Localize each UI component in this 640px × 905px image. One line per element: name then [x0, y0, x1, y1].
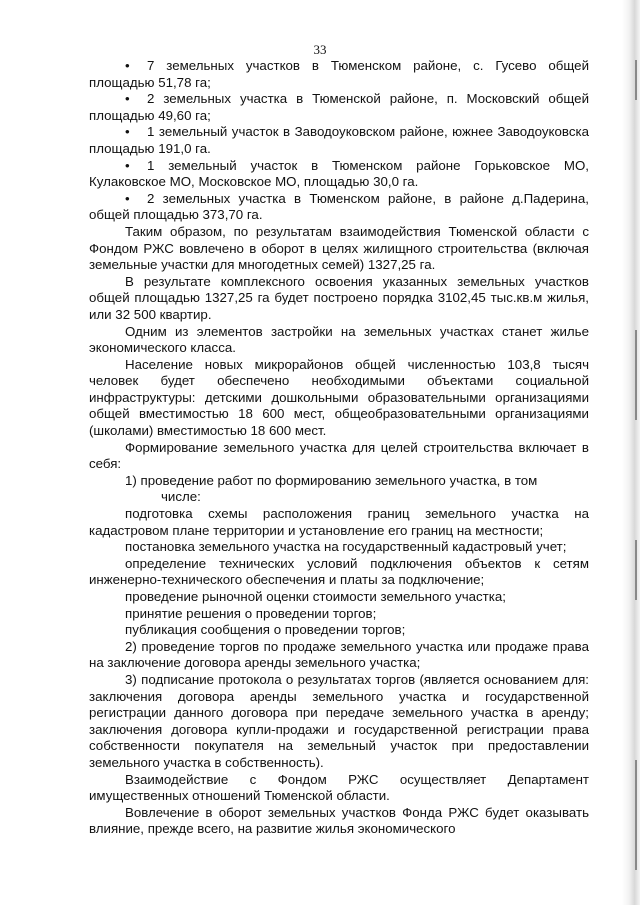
paragraph: Одним из элементов застройки на земельных участках станет жилье экономического класса.	[89, 323, 589, 356]
bullet-item: • 1 земельный участок в Тюменском районе Горьковское МО, Кулаковское МО, Московское МО, площадью 30,0 га.	[89, 158, 589, 191]
numbered-item-1: 1) проведение работ по формированию земельного участка, в том	[125, 472, 538, 488]
bullet-item: • 7 земельных участков в Тюменском районе, с. Гусево общей площадью 51,78 га;	[89, 58, 589, 91]
document-body	[89, 58, 589, 838]
scan-edge-artifact	[622, 0, 640, 905]
page-number: 33	[313, 42, 327, 57]
paragraph: Таким образом, по результатам взаимодействия Тюменской области с Фондом РЖС вовлечено в оборот в целях жилищного строительства (включая земельные участки для многодетных семей) 1327,25 га.	[89, 223, 589, 273]
scan-mark	[635, 330, 637, 420]
paragraph: Формирование земельного участка для целей строительства включает в себя:	[89, 439, 589, 472]
paragraph: Население новых микрорайонов общей численностью 103,8 тысяч человек будет обеспечено необходимыми объектами социальной инфраструктуры: детскими дошкольными образовательными организациями общей вместимостью 18 600 мест, общеобразовательными организациями (школами) вместимостью 18 600 мест.	[89, 356, 589, 439]
numbered-item: 3) подписание протокола о результатах торгов (является основанием для: заключения договора аренды земельного участка и государственной регистрации данного договора при передаче земельного участка в аренду; заключения договора купли-продажи и государственной регистрации права собственности покупателя на земельный участок при предоставлении земельного участка в собственность).	[89, 671, 589, 770]
numbered-item: 2) проведение торгов по продаже земельного участка или продаже права на заключение договора аренды земельного участка;	[89, 638, 589, 671]
scan-mark	[635, 760, 637, 870]
sub-item: проведение рыночной оценки стоимости земельного участка;	[125, 589, 506, 604]
sub-item: постановка земельного участка на государственный кадастровый учет;	[125, 539, 567, 555]
sub-item: подготовка схемы расположения границ земельного участка на кадастровом плане территории и установление его границ на местности;	[89, 506, 589, 538]
bullet-item: • 2 земельных участка в Тюменском районе, в районе д.Падерина, общей площадью 373,70 га.	[89, 191, 589, 224]
sub-item: определение технических условий подключения объектов к сетям инженерно-технического обеспечения и платы за подключение;	[89, 555, 589, 588]
paragraph: Вовлечение в оборот земельных участков Фонда РЖС будет оказывать влияние, прежде всего, на развитие жилья экономического	[89, 804, 589, 837]
paragraph: В результате комплексного освоения указанных земельных участков общей площадью 1327,25 га будет построено порядка 3102,45 тыс.кв.м жилья, или 32 500 квартир.	[89, 273, 589, 322]
bullet-item: • 1 земельный участок в Заводоуковском районе, южнее Заводоуковска площадью 191,0 га.	[89, 124, 589, 157]
bullet-item: • 2 земельных участка в Тюменской районе, п. Московский общей площадью 49,60 га;	[89, 91, 589, 124]
scan-mark	[635, 540, 637, 600]
sub-item: принятие решения о проведении торгов;	[125, 605, 377, 621]
scan-mark	[635, 60, 637, 100]
paragraph: Взаимодействие с Фондом РЖС осуществляет Департамент имущественных отношений Тюменской области.	[89, 771, 589, 804]
numbered-item-1-continuation: числе:	[161, 489, 201, 505]
sub-item: публикация сообщения о проведении торгов;	[125, 622, 406, 638]
